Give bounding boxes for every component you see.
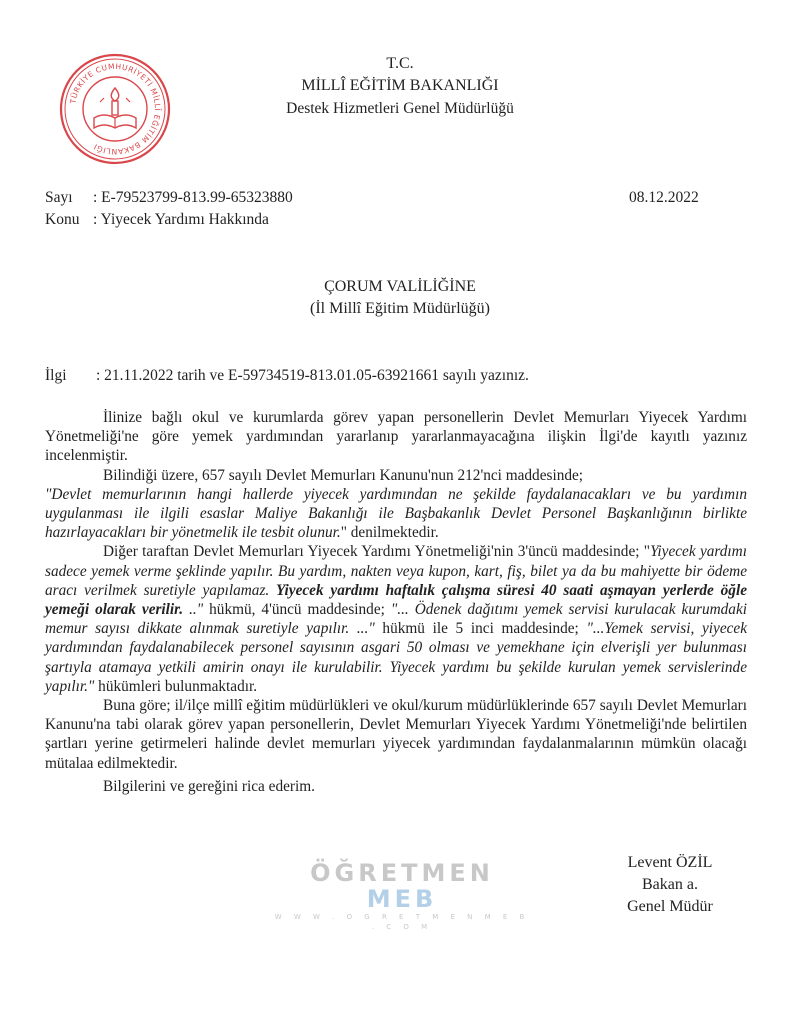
document-date: 08.12.2022 bbox=[629, 189, 699, 206]
ilgi-label: İlgi bbox=[45, 367, 67, 384]
paragraph-4: Buna göre; il/ilçe millî eğitim müdürlükleri ve okul/kurum müdürlüklerinde 657 sayılı Devlet Memurları Kanunu'na tabi olarak görev yapan personellerin, Devlet Memurları Yiyecek Yardımı Yönetmeliği'nde belirtilen şartları yerine getirmeleri halinde devlet memurları yiyecek yardımından faydalanmalarının mümkün olacağı mütalaa edilmektedir. bbox=[45, 697, 747, 772]
seal-emblem-icon bbox=[58, 52, 172, 166]
signatory-name: Levent ÖZİL bbox=[627, 854, 713, 871]
ilgi-value: : 21.11.2022 tarih ve E-59734519-813.01.05-63921661 sayılı yazınız. bbox=[96, 367, 529, 384]
watermark-logo: ÖĞRETMEN MEB W W W . O G R E T M E N M E B . C O M bbox=[274, 859, 530, 931]
header-ministry: MİLLÎ EĞİTİM BAKANLIĞI bbox=[301, 77, 499, 94]
emphasis-40-hours: Yiyecek yardımı haftalık çalışma süresi 40 saati aşmayan yerlerde öğle yemeği olarak verilir. bbox=[45, 581, 747, 619]
konu-label: Konu bbox=[45, 211, 80, 228]
header-directorate: Destek Hizmetleri Genel Müdürlüğü bbox=[286, 100, 514, 117]
signatory-title-2: Genel Müdür bbox=[627, 898, 713, 915]
paragraph-3: Diğer taraftan Devlet Memurları Yiyecek Yardımı Yönetmeliği'nin 3'üncü maddesinde; "Yiyecek yardımı sadece yemek verme şeklinde yapılır. Bu yardım, nakten veya kupon, kart, fiş, bilet ya da bu mahiyette bir ödeme aracı verilmek suretiyle yapılamaz. Yiyecek yardımı haftalık çalışma süresi 40 saati aşmayan yerlerde öğle yemeği olarak verilir. .." hükmü, 4'üncü maddesinde; "... Ödenek dağıtımı yemek servisi kurulacak kurumdaki memur sayısı dikkate alınmak suretiyle yapılır. ..." hükmü ile 5 inci maddesinde; "...Yemek servisi, yiyecek yardımından faydalanabilecek personel sayısının asgari 50 olması ve yemekhane için elverişli yer bulunması şartıyla atamaya yetkili amirin onayı ile kurulabilir. Yiyecek yardımı bu şekilde kurulan yemek servislerinde yapılır." hükümleri bulunmaktadır. bbox=[45, 543, 747, 695]
paragraph-1: İlinize bağlı okul ve kurumlarda görev yapan personellerin Devlet Memurları Yiyecek Yardımı Yönetmeliği'ne göre yemek yardımından yararlanıp yararlanmayacağına ilişkin İlgi'de kayıtlı yazınız incelenmiştir. bbox=[45, 409, 747, 465]
quote-law-212: "Devlet memurlarının hangi hallerde yiyecek yardımından ne şekilde faydalanacakları ve bu yardımın uygulanması ile ilgili esaslar Maliye Bakanlığı ile Başbakanlık Devlet Personel Başkanlığının birlikte hazırlayacakları bir yönetmelik ile tesbit olunur. bbox=[45, 485, 747, 542]
ministry-seal bbox=[58, 52, 172, 166]
sayi-label: Sayı bbox=[45, 189, 73, 206]
paragraph-5: Bilgilerini ve gereğini rica ederim. bbox=[103, 777, 315, 795]
konu-value: : Yiyecek Yardımı Hakkında bbox=[93, 211, 269, 228]
letter-body bbox=[45, 408, 747, 796]
svg-text:TÜRKİYE CUMHURİYETİ MİLLÎ EĞİT bbox=[68, 62, 162, 156]
paragraph-2: Bilindiği üzere, 657 sayılı Devlet Memurları Kanunu'nun 212'nci maddesinde; "Devlet memurlarının hangi hallerde yiyecek yardımından ne şekilde faydalanacakları ve bu yardımın uygulanması ile ilgili esaslar Maliye Bakanlığı ile Başbakanlık Devlet Personel Başkanlığının birlikte hazırlayacakları bir yönetmelik ile tesbit olunur." denilmektedir. bbox=[45, 466, 747, 542]
signatory-title-1: Bakan a. bbox=[642, 876, 698, 893]
seal-text: TÜRKİYE CUMHURİYETİ MİLLÎ EĞİTİM BAKANLIĞI bbox=[68, 61, 163, 157]
header-tc: T.C. bbox=[386, 55, 414, 72]
addressee-title: ÇORUM VALİLİĞİNE bbox=[324, 278, 476, 295]
addressee-subtitle: (İl Millî Eğitim Müdürlüğü) bbox=[310, 300, 490, 317]
sayi-value: : E-79523799-813.99-65323880 bbox=[93, 189, 293, 206]
